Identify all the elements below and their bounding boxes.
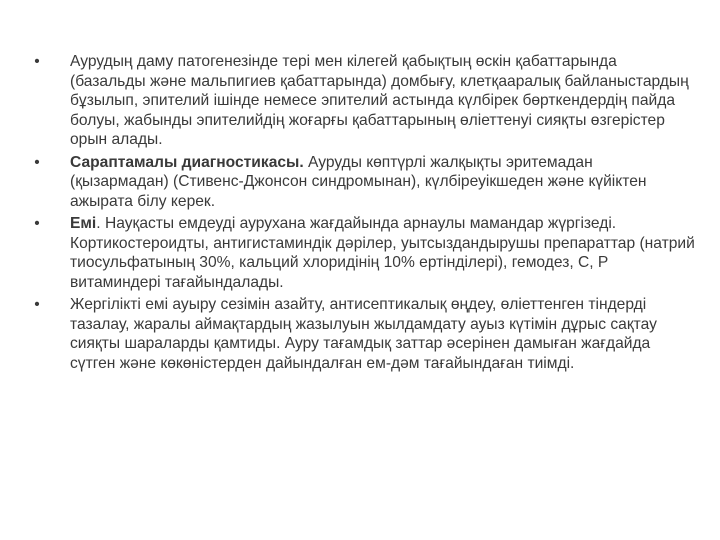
bullet-text: . Науқасты емдеуді аурухана жағдайында арнаулы мамандар жүргізеді. Кортикостероидты, антигистаминдік дәрілер, уытсыздандырушы препараттар (натрий тиосульфатының 30%, кальций хлоридінің 10% ертінділері), гемодез, С, Р витаминдері тағайындалады. xyxy=(70,215,695,291)
bullet-marker: • xyxy=(34,53,40,70)
bullet-heading: Емі xyxy=(70,215,97,232)
bullet-marker: • xyxy=(34,215,40,232)
bullet-item-treatment xyxy=(30,214,695,292)
bullet-heading: Сараптамалы диагностикасы. xyxy=(70,153,304,171)
bullet-marker: • xyxy=(34,296,40,313)
bullet-item-local-treatment xyxy=(30,295,695,373)
bullet-text: Аурудың даму патогенезінде тері мен кілегей қабықтың өскін қабаттарында (базальды және мальпигиев қабаттарында) домбығу, клетқааралық байланыстардың бұзылып, эпителий ішінде немесе эпителий астында күлбірек бөрткендердің пайда болуы, жабынды эпителийдің жоғарғы қабаттарының өліеттенуі сияқты өзгерістер орын алады. xyxy=(70,53,689,148)
bullet-list xyxy=(30,52,695,376)
bullet-item-differential-diagnosis xyxy=(30,153,695,212)
bullet-text: Ауруды көптүрлі жалқықты эритемадан (қызармадан) (Стивенс-Джонсон синдромынан), күлбіреуікшеден және күйіктен ажырата білу керек. xyxy=(70,153,647,210)
bullet-text: Жергілікті емі ауыру сезімін азайту, антисептикалық өңдеу, өліеттенген тіндерді тазалау, жаралы аймақтардың жазылуын жылдамдату ауыз күтімін дұрыс сақтау сияқты шараларды қамтиды. Ауру тағамдық заттар әсерінен дамыған жағдайда сүтген және көкөністерден дайындалған ем-дәм тағайындаған тиімді. xyxy=(70,296,657,372)
bullet-item-pathogenesis xyxy=(30,52,695,150)
bullet-marker: • xyxy=(34,153,40,171)
